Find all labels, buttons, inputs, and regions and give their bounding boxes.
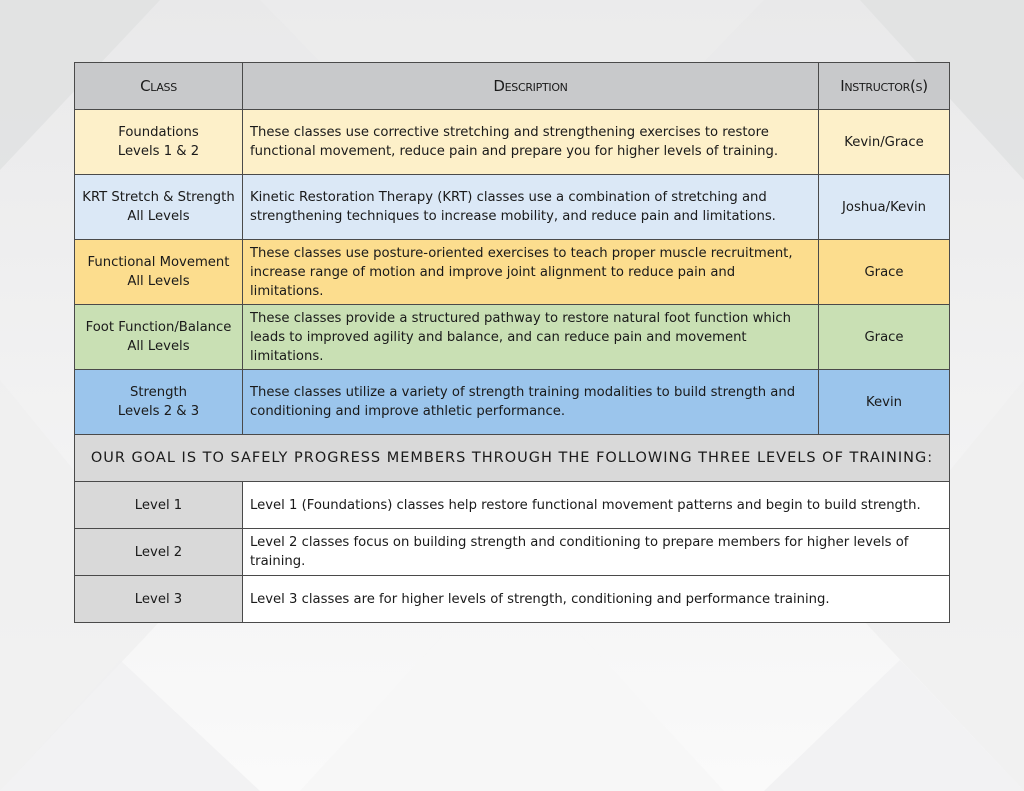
level-description: Level 3 classes are for higher levels of strength, conditioning and performance training. (243, 576, 950, 623)
class-instructors: Joshua/Kevin (819, 175, 950, 240)
class-description: These classes use posture-oriented exercises to teach proper muscle recruitment, increase range of motion and improve joint alignment to reduce pain and limitations. (243, 240, 819, 305)
class-name-cell (75, 110, 243, 175)
table-row (75, 370, 950, 435)
table-header-row (75, 63, 950, 110)
header-class: Class (75, 63, 243, 110)
class-description: These classes utilize a variety of strength training modalities to build strength and conditioning and improve athletic performance. (243, 370, 819, 435)
level-name: Level 2 (75, 529, 243, 576)
class-instructors: Grace (819, 305, 950, 370)
class-instructors: Grace (819, 240, 950, 305)
class-level: All Levels (127, 274, 190, 289)
level-name: Level 3 (75, 576, 243, 623)
class-level: All Levels (127, 339, 190, 354)
table-row (75, 175, 950, 240)
class-name: Strength (129, 385, 188, 400)
class-level: Levels 1 & 2 (117, 144, 200, 159)
class-level: Levels 2 & 3 (117, 404, 200, 419)
class-name: Functional Movement (87, 255, 230, 270)
goal-statement: OUR GOAL IS TO SAFELY PROGRESS MEMBERS THROUGH THE FOLLOWING THREE LEVELS OF TRAINING: (75, 435, 950, 482)
class-description: These classes provide a structured pathway to restore natural foot function which leads to improved agility and balance, and can reduce pain and movement limitations. (243, 305, 819, 370)
level-row (75, 576, 950, 623)
class-name: Foot Function/Balance (85, 320, 232, 335)
class-instructors: Kevin/Grace (819, 110, 950, 175)
class-name: Foundations (118, 125, 199, 140)
class-name-cell (75, 370, 243, 435)
header-description: Description (243, 63, 819, 110)
header-instructors: Instructor(s) (819, 63, 950, 110)
level-row (75, 529, 950, 576)
level-description: Level 2 classes focus on building strength and conditioning to prepare members for higher levels of training. (243, 529, 950, 576)
goal-row (75, 435, 950, 482)
class-description: These classes use corrective stretching and strengthening exercises to restore functional movement, reduce pain and prepare you for higher levels of training. (243, 110, 819, 175)
class-name-cell (75, 240, 243, 305)
class-instructors: Kevin (819, 370, 950, 435)
class-name: KRT Stretch & Strength (82, 190, 235, 205)
table-row (75, 305, 950, 370)
class-schedule (74, 62, 950, 623)
class-description: Kinetic Restoration Therapy (KRT) classes use a combination of stretching and strengthening techniques to increase mobility, and reduce pain and limitations. (243, 175, 819, 240)
classes-table (74, 62, 950, 623)
table-row (75, 110, 950, 175)
class-level: All Levels (127, 209, 190, 224)
level-row (75, 482, 950, 529)
class-name-cell (75, 175, 243, 240)
class-name-cell (75, 305, 243, 370)
level-description: Level 1 (Foundations) classes help restore functional movement patterns and begin to build strength. (243, 482, 950, 529)
level-name: Level 1 (75, 482, 243, 529)
table-row (75, 240, 950, 305)
